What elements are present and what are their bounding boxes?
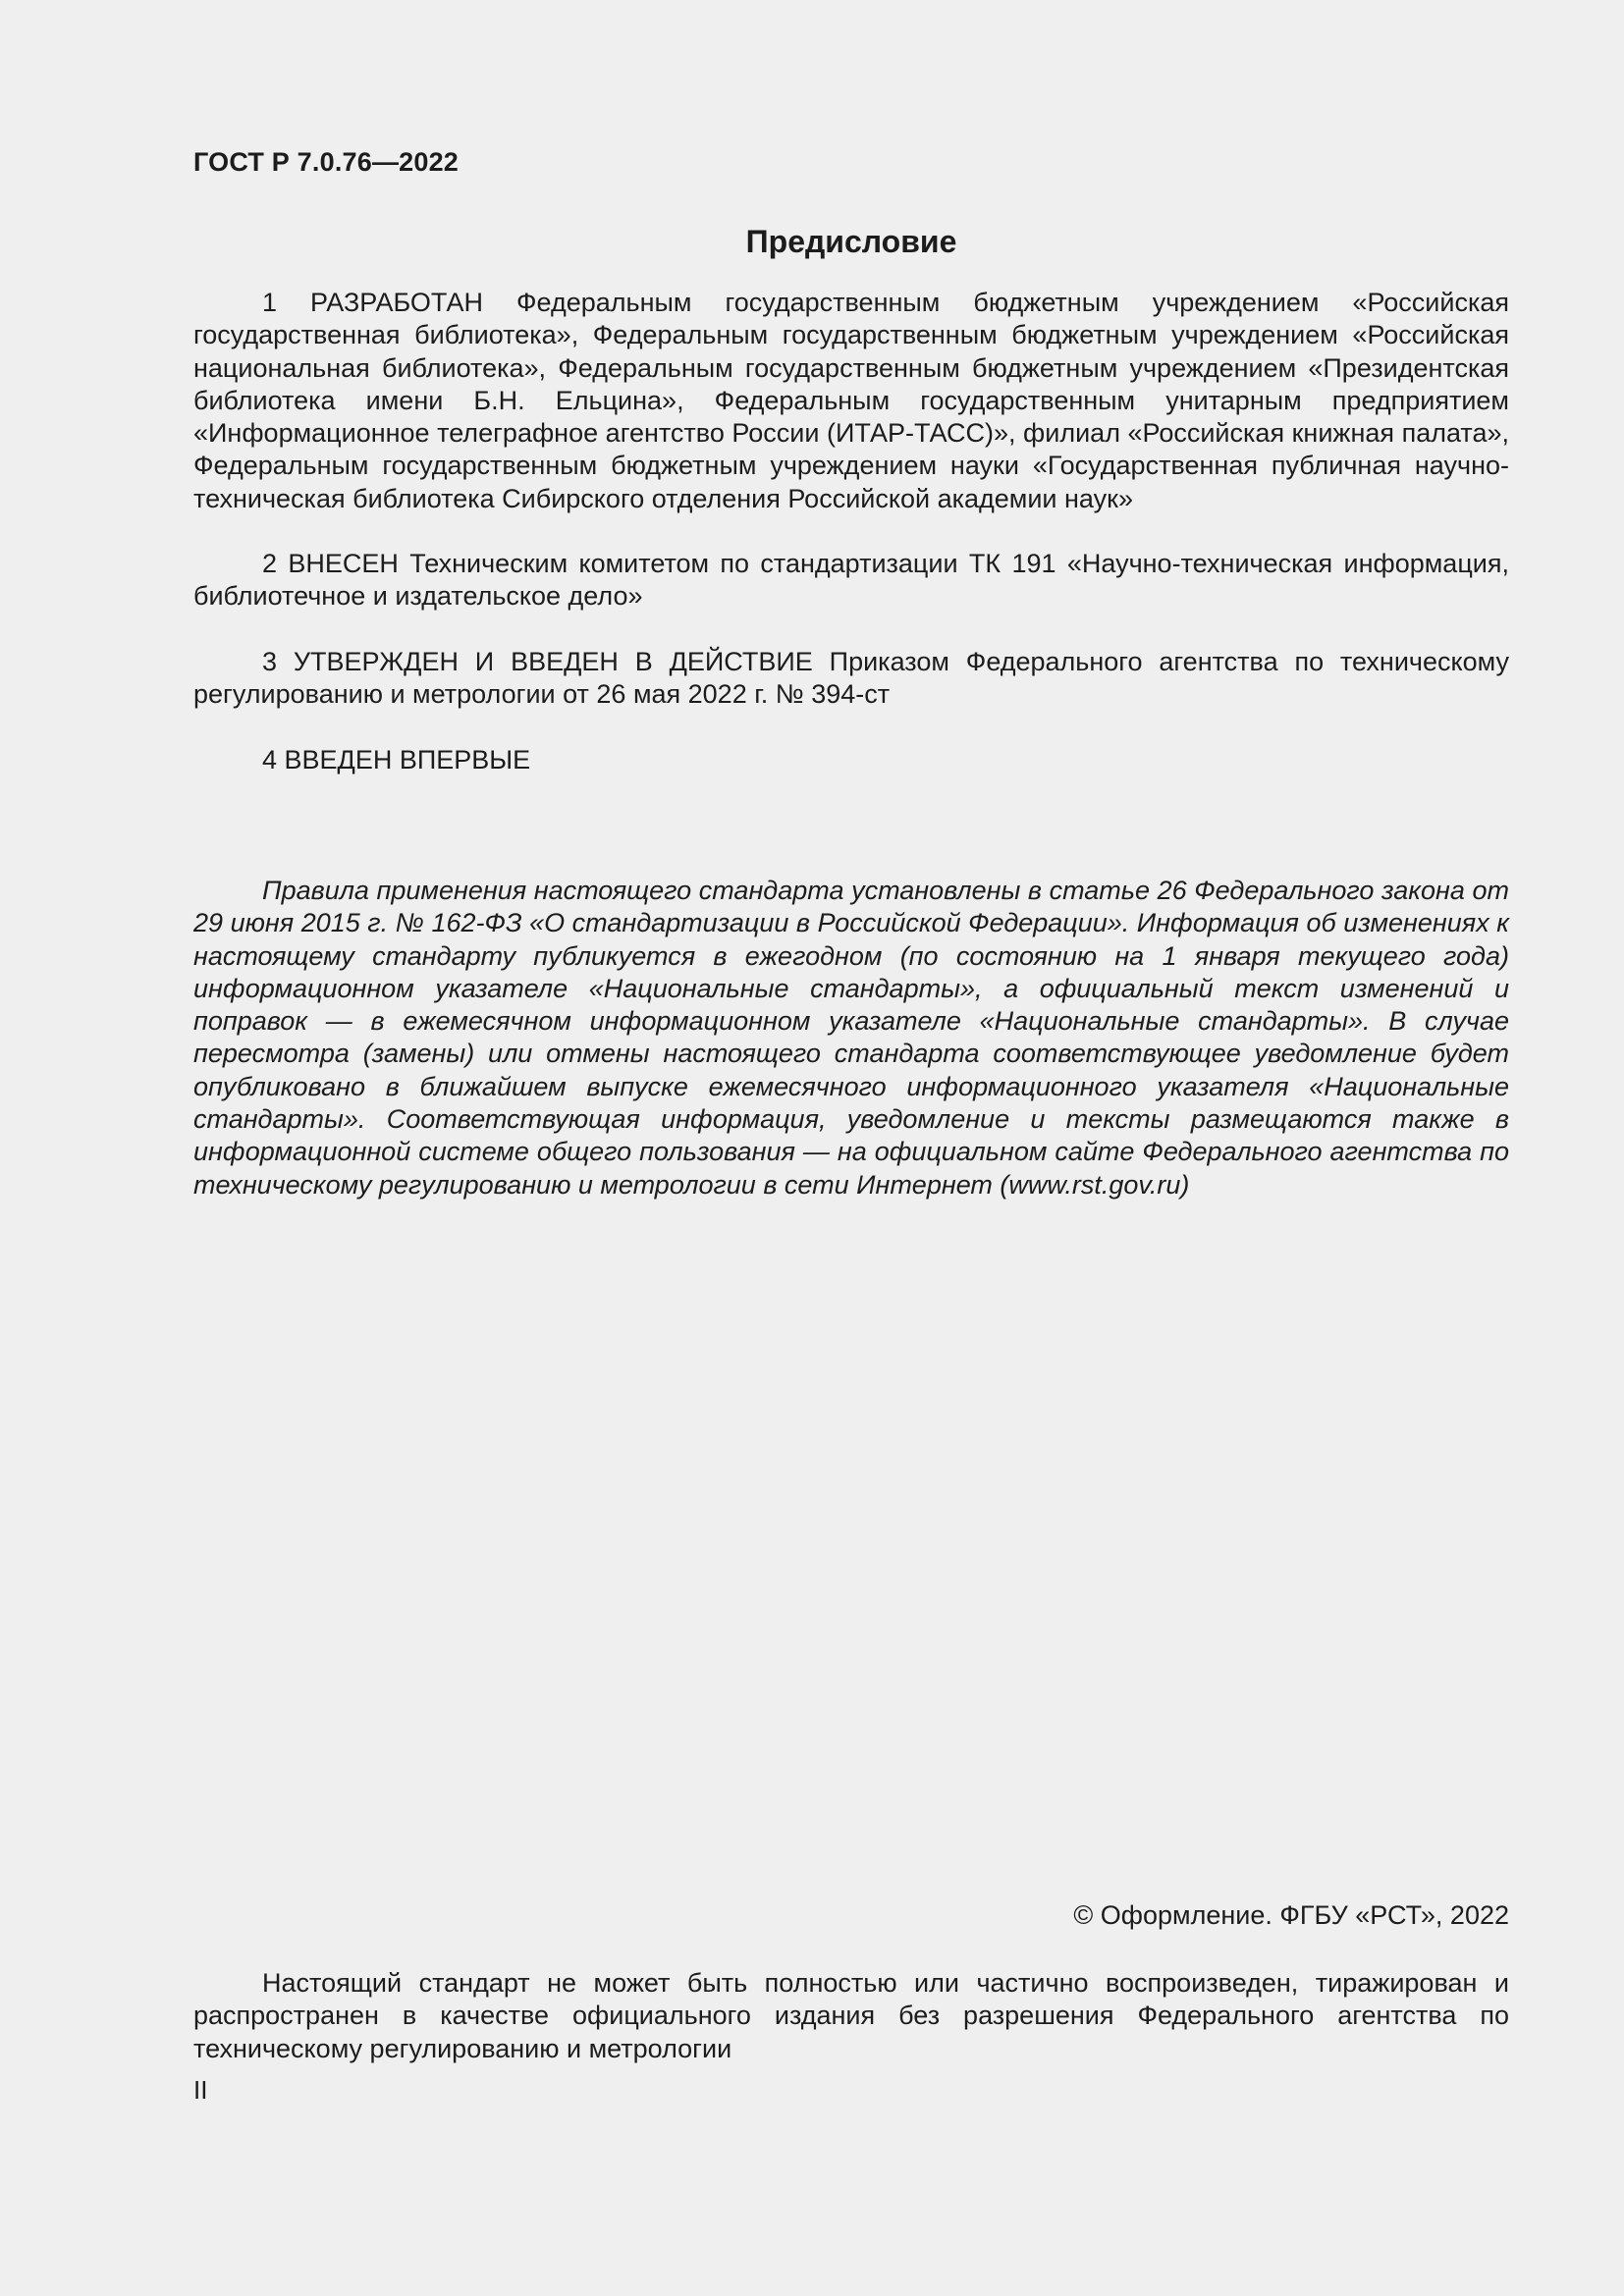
section-first-introduced: 4 ВВЕДЕН ВПЕРВЫЕ: [262, 745, 531, 774]
section-approved: 3 УТВЕРЖДЕН И ВВЕДЕН В ДЕЙСТВИЕ Приказом Федерального агентства по техническому регулированию и метрологии от 26 мая 2022 г. № 394-ст: [193, 647, 1509, 710]
reproduction-rights-notice: Настоящий стандарт не может быть полностью или частично воспроизведен, тиражирован и распространен в качестве официального издания без разрешения Федерального агентства по техническому регулированию и метрологии: [193, 1968, 1509, 2063]
section-introduced: 2 ВНЕСЕН Техническим комитетом по стандартизации ТК 191 «Научно-техническая информация, библиотечное и издательское дело»: [193, 549, 1509, 612]
page-title: Предисловие: [745, 224, 957, 259]
copyright-line: © Оформление. ФГБУ «РСТ», 2022: [1073, 1900, 1509, 1930]
section-developed: 1 РАЗРАБОТАН Федеральным государственным бюджетным учреждением «Российская государственная библиотека», Федеральным государственным бюджетным учреждением «Российская национальная библиотека», Федеральным государственным бюджетным учреждением «Президентская библиотека имени Б.Н. Ельцина», Федеральным государственным унитарным предприятием «Информационное телеграфное агентство России (ИТАР-ТАСС)», филиал «Российская книжная палата», Федеральным государственным бюджетным учреждением науки «Государственная публичная научно-техническая библиотека Сибирского отделения Российской академии наук»: [193, 288, 1509, 513]
standard-code: ГОСТ Р 7.0.76—2022: [193, 147, 460, 177]
page-number: II: [193, 2075, 208, 2105]
application-rules-notice: Правила применения настоящего стандарта установлены в статье 26 Федерального закона от 29 июня 2015 г. № 162-ФЗ «О стандартизации в Российской Федерации». Информация об изменениях к настоящему стандарту публикуется в ежегодном (по состоянию на 1 января текущего года) информационном указателе «Национальные стандарты», а официальный текст изменений и поправок — в ежемесячном информационном указателе «Национальные стандарты». В случае пересмотра (замены) или отмены настоящего стандарта соответствующее уведомление будет опубликовано в ближайшем выпуске ежемесячного информационного указателя «Национальные стандарты». Соответствующая информация, уведомление и тексты размещаются также в информационной системе общего пользования — на официальном сайте Федерального агентства по техническому регулированию и метрологии в сети Интернет (www.rst.gov.ru): [193, 876, 1509, 1200]
